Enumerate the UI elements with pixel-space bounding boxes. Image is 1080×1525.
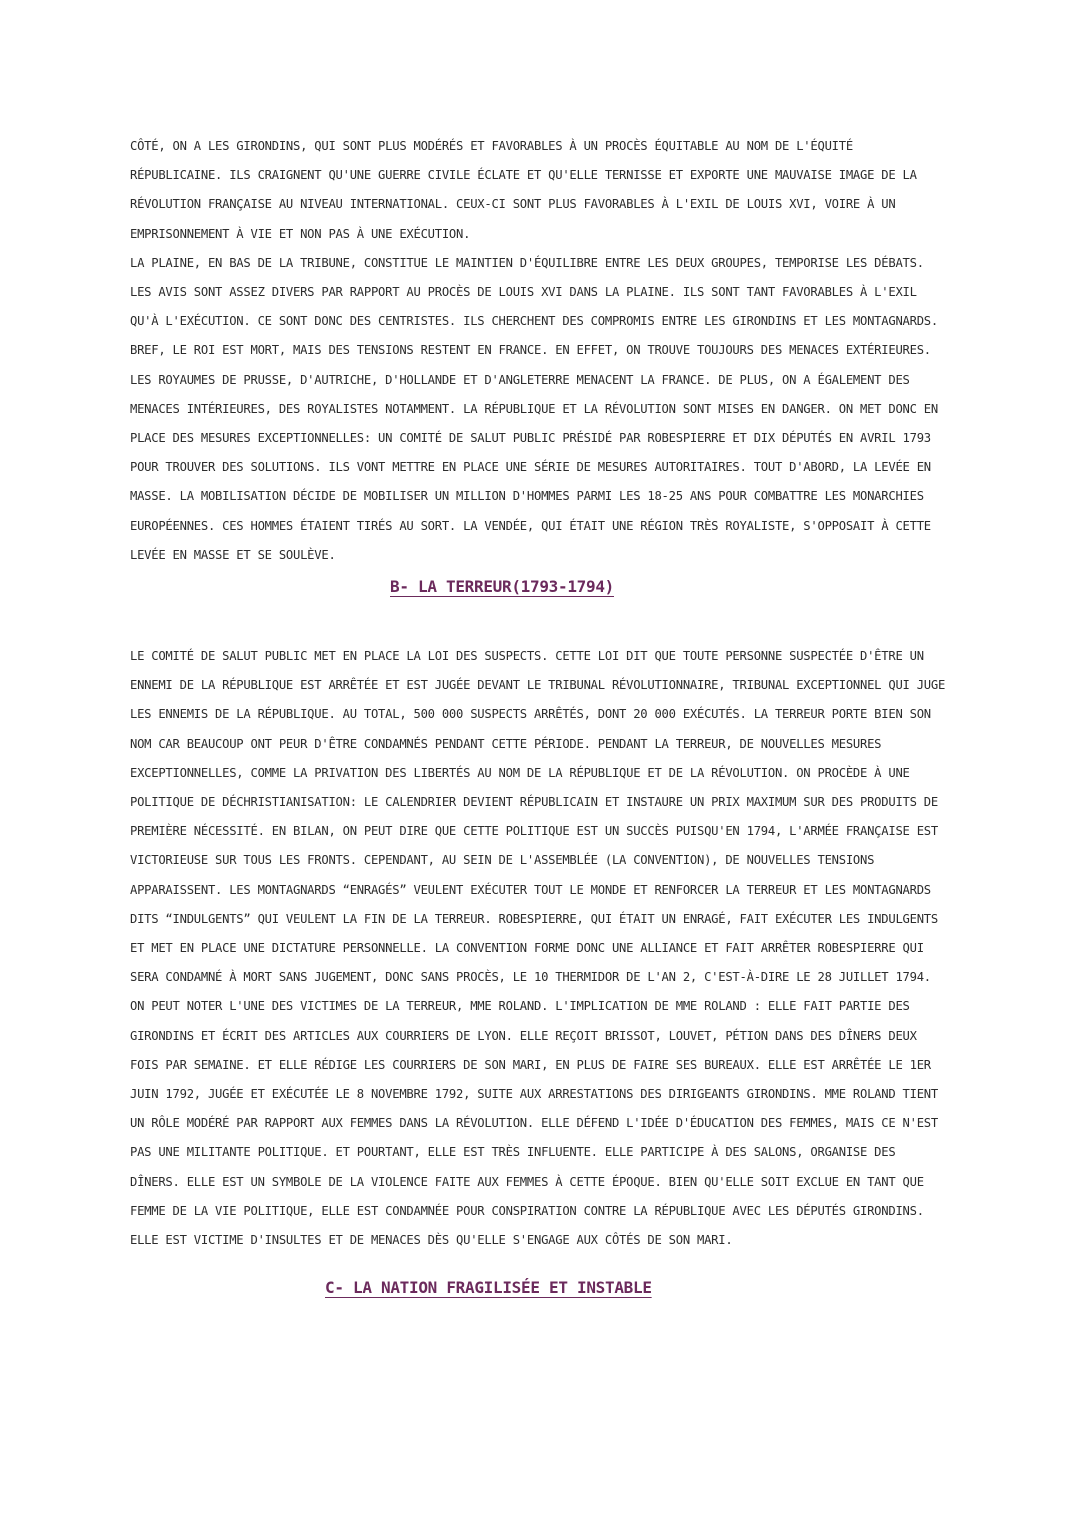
- paragraph-loi-des-suspects: LE COMITÉ DE SALUT PUBLIC MET EN PLACE LA LOI DES SUSPECTS. CETTE LOI DIT QUE TOUTE PERSONNE SUSPECTÉE D'ÊTRE UN ENNEMI DE LA RÉPUBLIQUE EST ARRÊTÉE ET EST JUGÉE DEVANT LE TRIBUNAL RÉVOLUTIONNAIRE, TRIBUNAL EXCEPTIONNEL QUI JUGE LES ENNEMIS DE LA RÉPUBLIQUE. AU TOTAL, 500 000 SUSPECTS ARRÊTÉS, DONT 20 000 EXÉCUTÉS. LA TERREUR PORTE BIEN SON NOM CAR BEAUCOUP ONT PEUR D'ÊTRE CONDAMNÉS PENDANT CETTE PÉRIODE. PENDANT LA TERREUR, DE NOUVELLES MESURES EXCEPTIONNELLES, COMME LA PRIVATION DES LIBERTÉS AU NOM DE LA RÉPUBLIQUE ET DE LA RÉVOLUTION. ON PROCÈDE À UNE POLITIQUE DE DÉCHRISTIANISATION: LE CALENDRIER DEVIENT RÉPUBLICAIN ET INSTAURE UN PRIX MAXIMUM SUR DES PRODUITS DE PREMIÈRE NÉCESSITÉ. EN BILAN, ON PEUT DIRE QUE CETTE POLITIQUE EST UN SUCCÈS PUISQU'EN 1794, L'ARMÉE FRANÇAISE EST VICTORIEUSE SUR TOUS LES FRONTS. CEPENDANT, AU SEIN DE L'ASSEMBLÉE (LA CONVENTION), DE NOUVELLES TENSIONS APPARAISSENT. LES MONTAGNARDS “ENRAGÉS” VEULENT EXÉCUTER TOUT LE MONDE ET RENFORCER LA TERREUR ET LES MONTAGNARDS DITS “INDULGENTS” QUI VEULENT LA FIN DE LA TERREUR. ROBESPIERRE, QUI ÉTAIT UN ENRAGÉ, FAIT EXÉCUTER LES INDULGENTS ET MET EN PLACE UNE DICTATURE PERSONNELLE. LA CONVENTION FORME DONC UNE ALLIANCE ET FAIT ARRÊTER ROBESPIERRE QUI SERA CONDAMNÉ À MORT SANS JUGEMENT, DONC SANS PROCÈS, LE 10 THERMIDOR DE L'AN 2, C'EST-À-DIRE LE 28 JUILLET 1794.: [130, 649, 946, 985]
- heading-la-terreur: B- LA TERREUR(1793-1794): [390, 577, 614, 596]
- section-a-continuation: [130, 132, 950, 570]
- paragraph-menaces: BREF, LE ROI EST MORT, MAIS DES TENSIONS RESTENT EN FRANCE. EN EFFET, ON TROUVE TOUJOURS DES MENACES EXTÉRIEURES. LES ROYAUMES DE PRUSSE, D'AUTRICHE, D'HOLLANDE ET D'ANGLETERRE MENACENT LA FRANCE. DE PLUS, ON A ÉGALEMENT DES MENACES INTÉRIEURES, DES ROYALISTES NOTAMMENT. LA RÉPUBLIQUE ET LA RÉVOLUTION SONT MISES EN DANGER. ON MET DONC EN PLACE DES MESURES EXCEPTIONNELLES: UN COMITÉ DE SALUT PUBLIC PRÉSIDÉ PAR ROBESPIERRE ET DIX DÉPUTÉS EN AVRIL 1793 POUR TROUVER DES SOLUTIONS. ILS VONT METTRE EN PLACE UNE SÉRIE DE MESURES AUTORITAIRES. TOUT D'ABORD, LA LEVÉE EN MASSE. LA MOBILISATION DÉCIDE DE MOBILISER UN MILLION D'HOMMES PARMI LES 18-25 ANS POUR COMBATTRE LES MONARCHIES EUROPÉENNES. CES HOMMES ÉTAIENT TIRÉS AU SORT. LA VENDÉE, QUI ÉTAIT UNE RÉGION TRÈS ROYALISTE, S'OPPOSAIT À CETTE LEVÉE EN MASSE ET SE SOULÈVE.: [130, 343, 938, 562]
- heading-nation-fragilisee: C- LA NATION FRAGILISÉE ET INSTABLE: [325, 1278, 652, 1297]
- section-b-body: [130, 642, 950, 1255]
- paragraph-girondins: CÔTÉ, ON A LES GIRONDINS, QUI SONT PLUS MODÉRÉS ET FAVORABLES À UN PROCÈS ÉQUITABLE AU NOM DE L'ÉQUITÉ RÉPUBLICAINE. ILS CRAIGNENT QU'UNE GUERRE CIVILE ÉCLATE ET QU'ELLE TERNISSE ET EXPORTE UNE MAUVAISE IMAGE DE LA RÉVOLUTION FRANÇAISE AU NIVEAU INTERNATIONAL. CEUX-CI SONT PLUS FAVORABLES À L'EXIL DE LOUIS XVI, VOIRE À UN EMPRISONNEMENT À VIE ET NON PAS À UNE EXÉCUTION.: [130, 139, 917, 241]
- paragraph-mme-roland: ON PEUT NOTER L'UNE DES VICTIMES DE LA TERREUR, MME ROLAND. L'IMPLICATION DE MME ROLAND : ELLE FAIT PARTIE DES GIRONDINS ET ÉCRIT DES ARTICLES AUX COURRIERS DE LYON. ELLE REÇOIT BRISSOT, LOUVET, PÉTION DANS DES DÎNERS DEUX FOIS PAR SEMAINE. ET ELLE RÉDIGE LES COURRIERS DE SON MARI, EN PLUS DE FAIRE SES BUREAUX. ELLE EST ARRÊTÉE LE 1ER JUIN 1792, JUGÉE ET EXÉCUTÉE LE 8 NOVEMBRE 1792, SUITE AUX ARRESTATIONS DES DIRIGEANTS GIRONDINS. MME ROLAND TIENT UN RÔLE MODÉRÉ PAR RAPPORT AUX FEMMES DANS LA RÉVOLUTION. ELLE DÉFEND L'IDÉE D'ÉDUCATION DES FEMMES, MAIS CE N'EST PAS UNE MILITANTE POLITIQUE. ET POURTANT, ELLE EST TRÈS INFLUENTE. ELLE PARTICIPE À DES SALONS, ORGANISE DES DÎNERS. ELLE EST UN SYMBOLE DE LA VIOLENCE FAITE AUX FEMMES À CETTE ÉPOQUE. BIEN QU'ELLE SOIT EXCLUE EN TANT QUE FEMME DE LA VIE POLITIQUE, ELLE EST CONDAMNÉE POUR CONSPIRATION CONTRE LA RÉPUBLIQUE AVEC LES DÉPUTÉS GIRONDINS. ELLE EST VICTIME D'INSULTES ET DE MENACES DÈS QU'ELLE S'ENGAGE AUX CÔTÉS DE SON MARI.: [130, 999, 938, 1248]
- paragraph-la-plaine: LA PLAINE, EN BAS DE LA TRIBUNE, CONSTITUE LE MAINTIEN D'ÉQUILIBRE ENTRE LES DEUX GROUPES, TEMPORISE LES DÉBATS. LES AVIS SONT ASSEZ DIVERS PAR RAPPORT AU PROCÈS DE LOUIS XVI DANS LA PLAINE. ILS SONT TANT FAVORABLES À L'EXIL QU'À L'EXÉCUTION. CE SONT DONC DES CENTRISTES. ILS CHERCHENT DES COMPROMIS ENTRE LES GIRONDINS ET LES MONTAGNARDS.: [130, 255, 938, 329]
